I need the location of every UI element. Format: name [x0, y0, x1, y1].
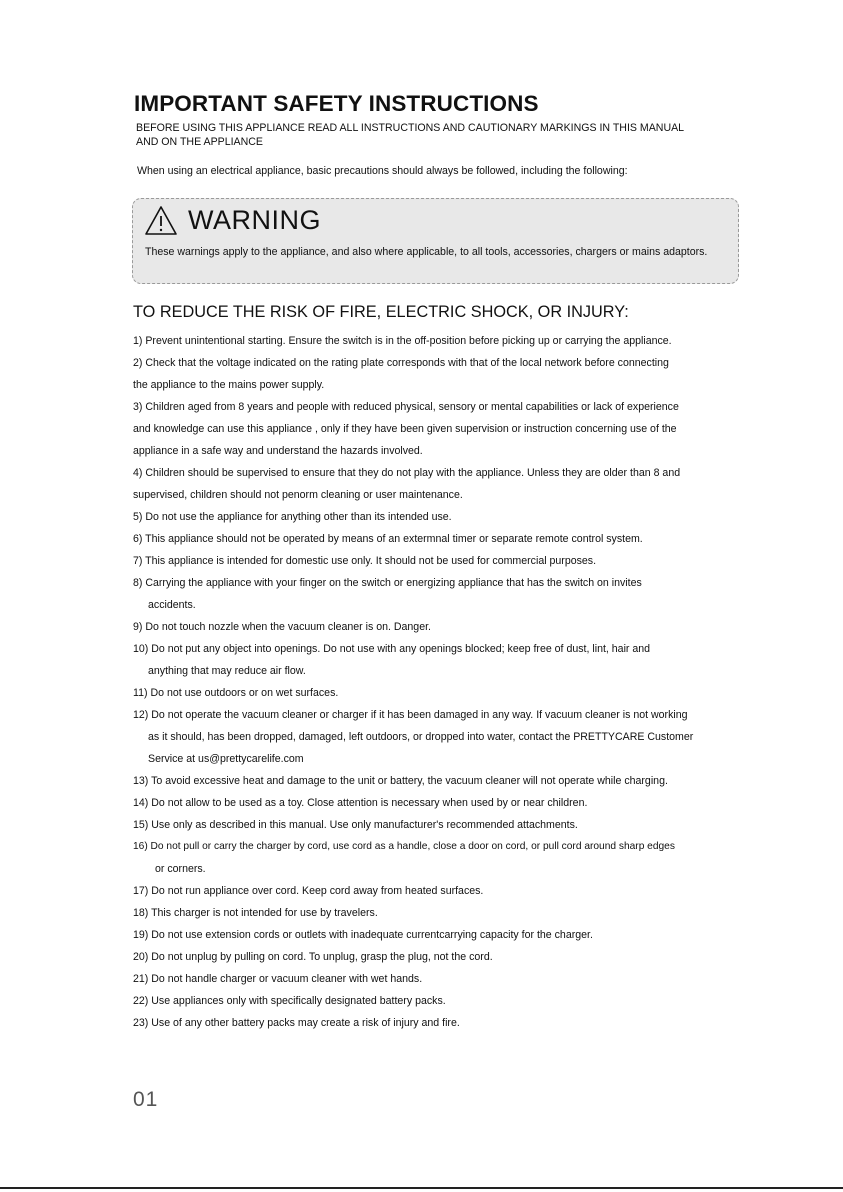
list-line: 20) Do not unplug by pulling on cord. To unplug, grasp the plug, not the cord.: [133, 951, 493, 963]
list-line: 13) To avoid excessive heat and damage to the unit or battery, the vacuum cleaner will not operate while charging.: [133, 775, 668, 787]
page-title: IMPORTANT SAFETY INSTRUCTIONS: [134, 91, 539, 116]
list-line: 2) Check that the voltage indicated on the rating plate corresponds with that of the local network before connecting: [133, 357, 669, 369]
list-line: 12) Do not operate the vacuum cleaner or charger if it has been damaged in any way. If vacuum cleaner is not working: [133, 709, 688, 721]
list-line: 19) Do not use extension cords or outlets with inadequate currentcarrying capacity for the charger.: [133, 929, 593, 941]
list-line: 14) Do not allow to be used as a toy. Close attention is necessary when used by or near children.: [133, 797, 588, 809]
warning-text: These warnings apply to the appliance, and also where applicable, to all tools, accessories, chargers or mains adaptors.: [145, 246, 708, 258]
list-line: 22) Use appliances only with specifically designated battery packs.: [133, 995, 446, 1007]
list-line: 17) Do not run appliance over cord. Keep cord away from heated surfaces.: [133, 885, 484, 897]
list-line: 3) Children aged from 8 years and people with reduced physical, sensory or mental capabilities or lack of experience: [133, 401, 679, 413]
bottom-rule: [0, 1187, 843, 1189]
list-line: anything that may reduce air flow.: [148, 665, 306, 677]
list-line: 11) Do not use outdoors or on wet surfaces.: [133, 687, 339, 699]
warning-box: [132, 198, 739, 284]
list-line: Service at us@prettycarelife.com: [148, 753, 304, 765]
warning-title: WARNING: [188, 205, 321, 235]
intro-text: When using an electrical appliance, basic precautions should always be followed, including the following:: [137, 165, 628, 177]
list-line: 16) Do not pull or carry the charger by cord, use cord as a handle, close a door on cord, or pull cord around sharp edges: [133, 841, 675, 852]
list-line: 23) Use of any other battery packs may create a risk of injury and fire.: [133, 1017, 460, 1029]
list-line: 4) Children should be supervised to ensure that they do not play with the appliance. Unless they are older than 8 and: [133, 467, 681, 479]
preface-text: BEFORE USING THIS APPLIANCE READ ALL INSTRUCTIONS AND CAUTIONARY MARKINGS IN THIS MANUAL AND ON THE APPLIANCE: [136, 122, 684, 148]
list-line: supervised, children should not penorm cleaning or user maintenance.: [133, 489, 463, 501]
list-line: and knowledge can use this appliance , only if they have been given supervision or instruction concerning use of the: [133, 423, 677, 435]
list-line: 15) Use only as described in this manual. Use only manufacturer's recommended attachments.: [133, 819, 578, 831]
list-line: as it should, has been dropped, damaged, left outdoors, or dropped into water, contact the PRETTYCARE Customer: [148, 731, 694, 743]
list-line: 18) This charger is not intended for use by travelers.: [133, 907, 378, 919]
list-line: 5) Do not use the appliance for anything other than its intended use.: [133, 511, 452, 523]
list-line: 6) This appliance should not be operated by means of an extermnal timer or separate remote control system.: [133, 533, 643, 545]
list-line: 9) Do not touch nozzle when the vacuum cleaner is on. Danger.: [133, 621, 431, 633]
warning-triangle-icon: [144, 205, 178, 236]
section-heading: TO REDUCE THE RISK OF FIRE, ELECTRIC SHOCK, OR INJURY:: [133, 303, 629, 321]
list-line: 7) This appliance is intended for domestic use only. It should not be used for commercial purposes.: [133, 555, 597, 567]
list-line: 21) Do not handle charger or vacuum cleaner with wet hands.: [133, 973, 423, 985]
list-line: 8) Carrying the appliance with your finger on the switch or energizing appliance that has the switch on invites: [133, 577, 642, 589]
list-line: the appliance to the mains power supply.: [133, 379, 325, 391]
list-line: appliance in a safe way and understand the hazards involved.: [133, 445, 423, 457]
page-number: 01: [133, 1088, 159, 1111]
list-line: 1) Prevent unintentional starting. Ensure the switch is in the off-position before picking up or carrying the appliance.: [133, 335, 672, 347]
instruction-list: [133, 330, 773, 1034]
list-line: accidents.: [148, 599, 196, 611]
list-line: or corners.: [155, 863, 206, 875]
list-line: 10) Do not put any object into openings. Do not use with any openings blocked; keep free of dust, lint, hair and: [133, 643, 651, 655]
